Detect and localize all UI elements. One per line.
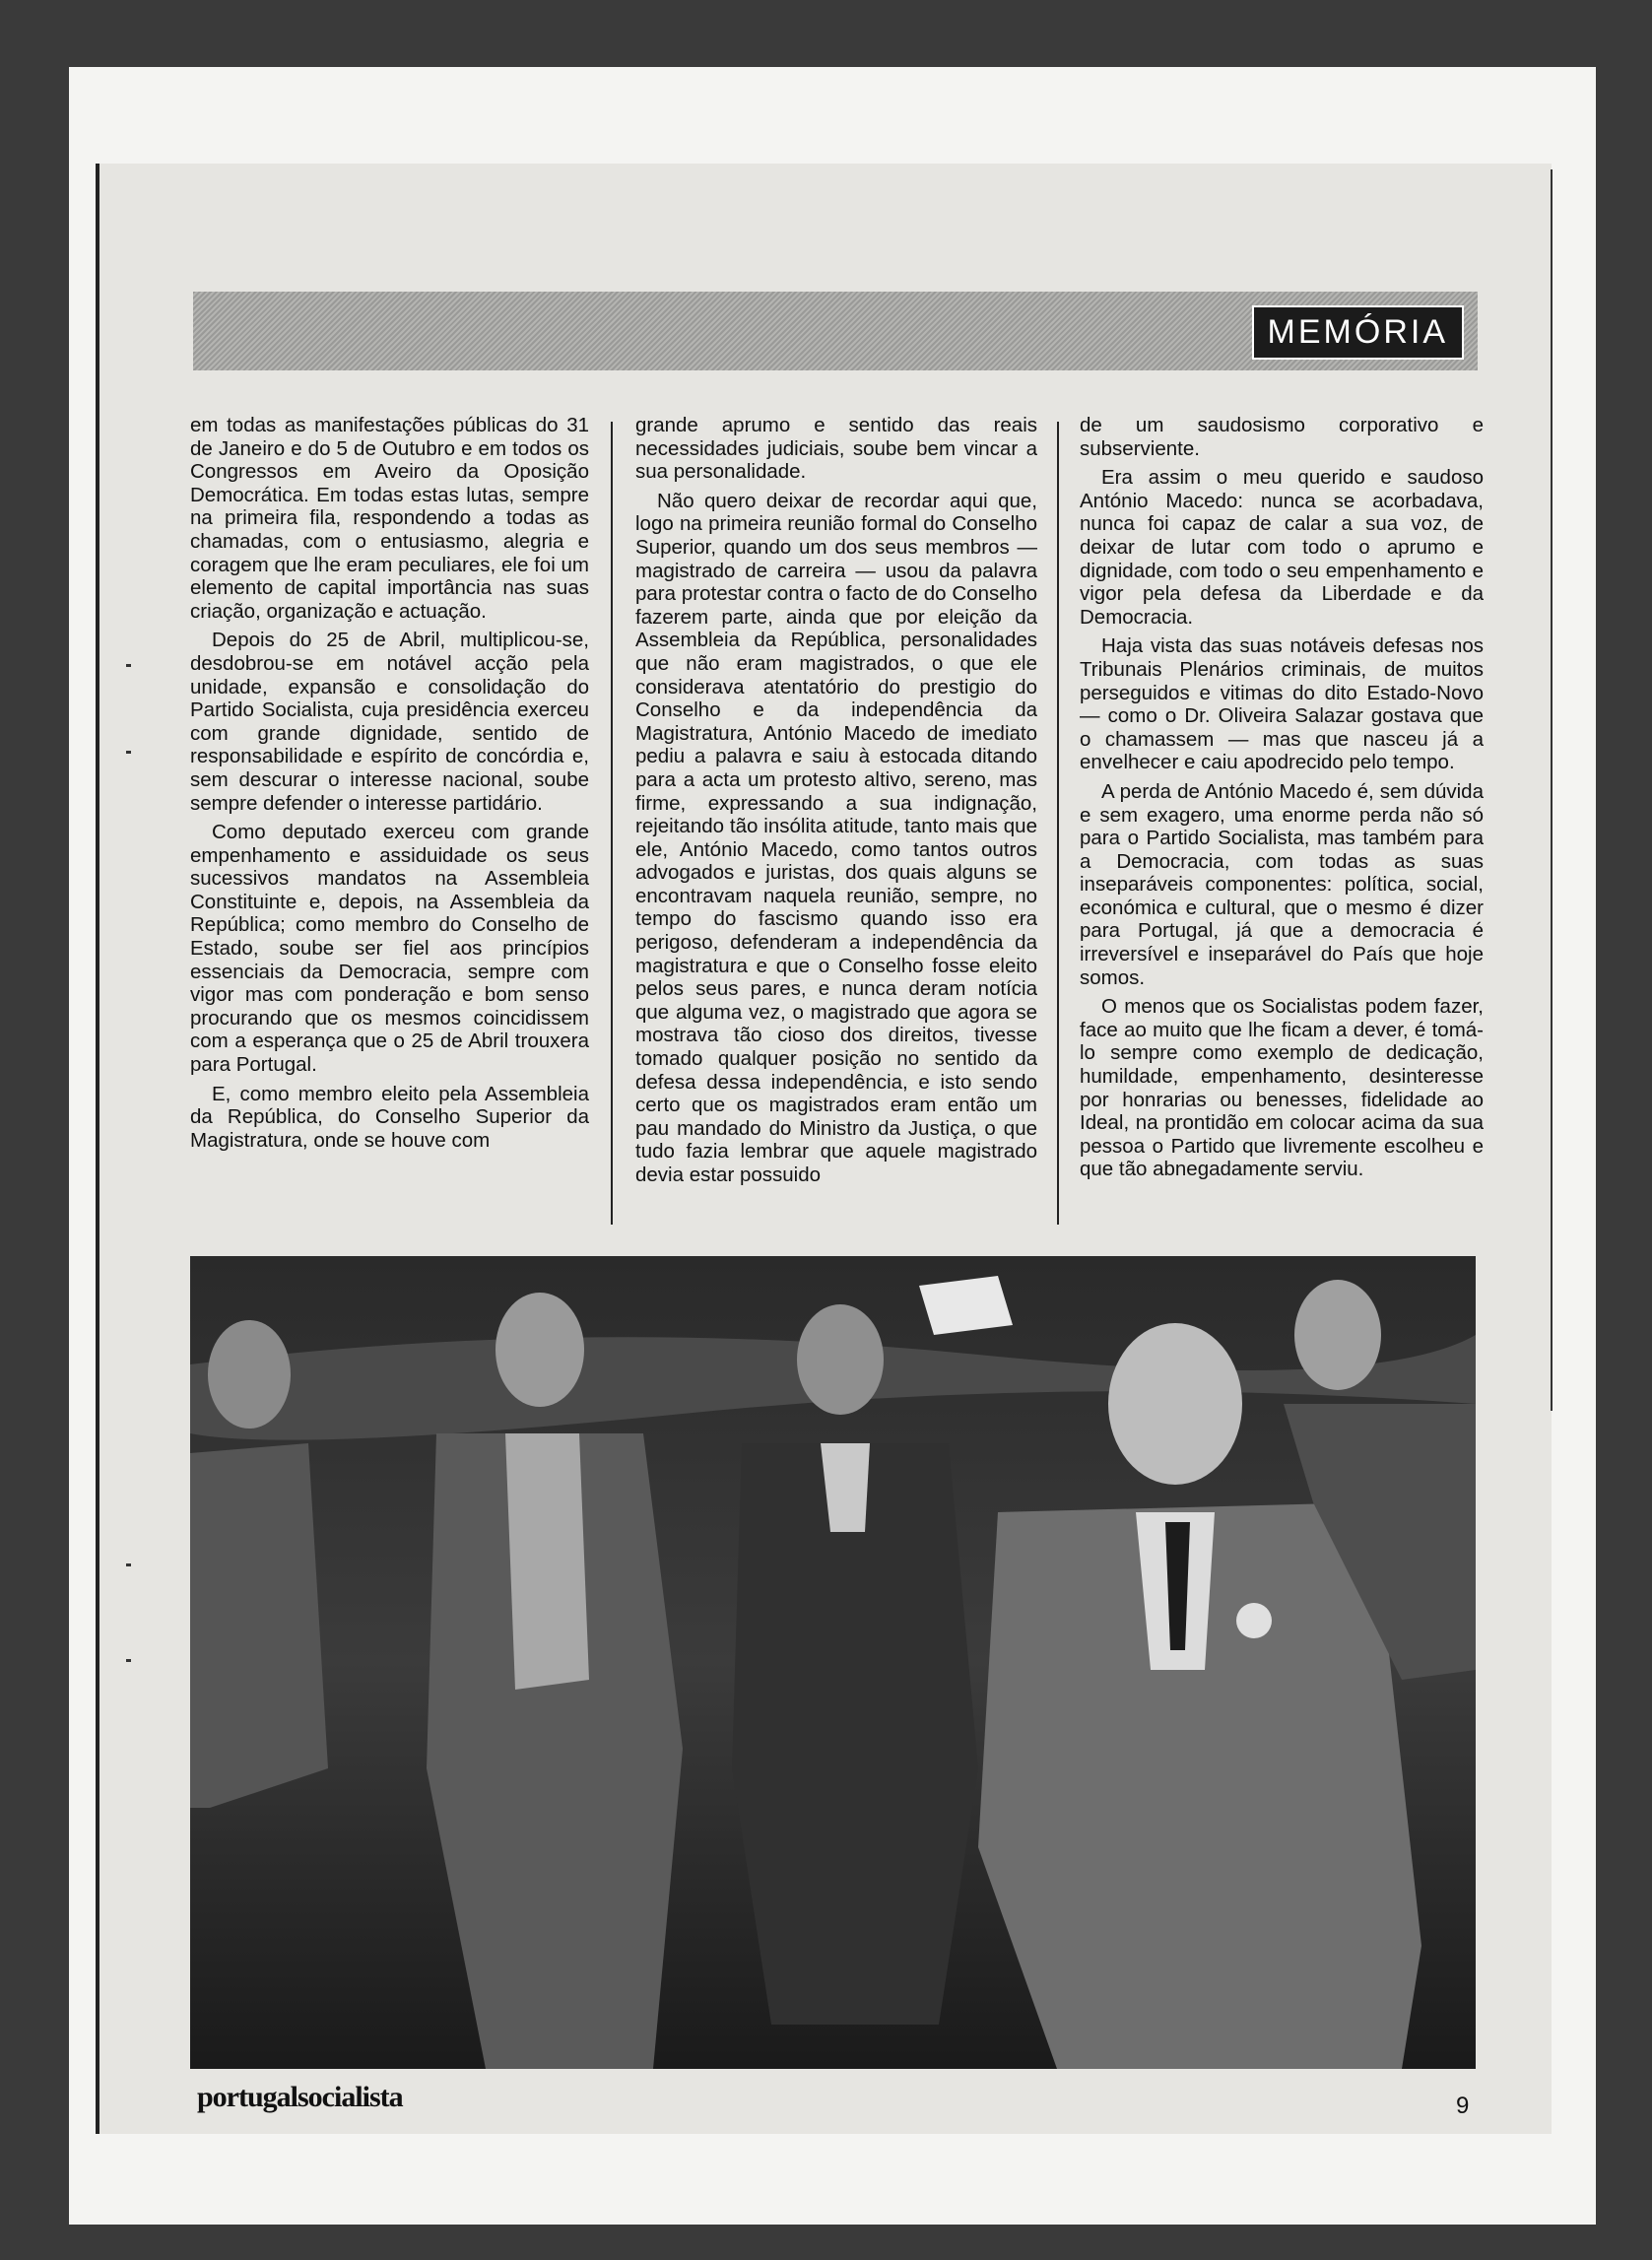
- paragraph: grande aprumo e sentido das reais necessidades judiciais, soube bem vincar a sua personalidade.: [635, 414, 1037, 484]
- paragraph: O menos que os Socialistas podem fazer, face ao muito que lhe ficam a dever, é tomá-lo sempre como exemplo de dedicação, humildade, empenhamento, desinteresse por honrarias ou benesses, fidelidade ao Ideal, na prontidão em colocar acima da sua pessoa o Partido que livremente escolheu e que tão abnegadamente serviu.: [1080, 995, 1484, 1181]
- paragraph: Depois do 25 de Abril, multiplicou-se, desdobrou-se em notável acção pela unidade, expansão e consolidação do Partido Socialista, cuja presidência exerceu com grande dignidade, sentido de responsabilidade e espírito de concórdia e, sem descurar o interesse nacional, soube sempre defender o interesse partidário.: [190, 629, 589, 815]
- paragraph: A perda de António Macedo é, sem dúvida e sem exagero, uma enorme perda não só para o Partido Socialista, mas também para a Democracia, com todas as suas inseparáveis componentes: política, social, económica e cultural, que o mesmo é dizer para Portugal, já que a democracia é irreversível e inseparável do País que hoje somos.: [1080, 779, 1484, 989]
- paragraph: E, como membro eleito pela Assembleia da República, do Conselho Superior da Magistratura, onde se houve com: [190, 1082, 589, 1152]
- text-column-1: [190, 414, 589, 1158]
- margin-mark: [126, 751, 131, 754]
- paragraph: de um saudosismo corporativo e subserviente.: [1080, 414, 1484, 460]
- group-photograph: [190, 1256, 1476, 2069]
- page-right-edge: [1551, 169, 1553, 1411]
- paragraph: em todas as manifestações públicas do 31 de Janeiro e do 5 de Outubro e em todos os Congressos em Aveiro da Oposição Democrática. Em todas estas lutas, sempre na primeira fila, respondendo a todas as chamadas, com o entusiasmo, alegria e coragem que lhe eram peculiares, ele foi um elemento de capital importância nas suas criação, organização e actuação.: [190, 414, 589, 623]
- page-binding-edge: [96, 164, 99, 2134]
- margin-mark: [126, 1563, 131, 1566]
- column-rule: [1057, 422, 1059, 1225]
- page-number: 9: [1456, 2093, 1470, 2119]
- paragraph: Haja vista das suas notáveis defesas nos Tribunais Plenários criminais, de muitos perseguidos e vitimas do dito Estado-Novo — como o Dr. Oliveira Salazar gostava que o chamassem — mas que nasceu já a envelhecer e caiu apodrecido pelo tempo.: [1080, 634, 1484, 774]
- publication-logo: portugalsocialista: [197, 2081, 403, 2113]
- paragraph: Não quero deixar de recordar aqui que, logo na primeira reunião formal do Conselho Superior, quando um dos seus membros — magistrado de carreira — usou da palavra para protestar contra o facto de do Conselho fazerem parte, ainda que por eleição da Assembleia da República, personalidades que não eram magistrados, o que ele considerava atentatório do prestigio do Conselho e da independência da Magistratura, António Macedo de imediato pediu a palavra e saiu à estocada ditando para a acta um protesto altivo, sereno, mas firme, expressando a sua indignação, rejeitando tão insólita atitude, tanto mais que ele, António Macedo, como tantos outros advogados e juristas, dos quais alguns se encontravam naquela reunião, sempre, no tempo do fascismo quando isso era perigoso, defenderam a independência da magistratura e que o Conselho fosse eleito pelos seus pares, e nunca deram notícia que alguma vez, o magistrado que agora se mostrava tão cioso dos direitos, tivesse tomado qualquer posição no sentido da defesa dessa independência, e isto sendo certo que os magistrados eram então um pau mandado do Ministro da Justiça, o que tudo fazia lembrar que aquele magistrado devia estar possuido: [635, 489, 1037, 1186]
- text-column-3: [1080, 414, 1484, 1187]
- paragraph: Como deputado exerceu com grande empenhamento e assiduidade os seus sucessivos mandatos na Assembleia Constituinte e, depois, na Assembleia da República; como membro do Conselho de Estado, soube ser fiel aos princípios essenciais da Democracia, sempre com vigor mas com ponderação e bom senso procurando que os mesmos coincidissem com a esperança que o 25 de Abril trouxera para Portugal.: [190, 821, 589, 1077]
- section-banner: [193, 292, 1478, 370]
- margin-mark: [126, 664, 131, 667]
- photo-illustration: [190, 1256, 1476, 2069]
- section-label: MEMÓRIA: [1252, 305, 1464, 360]
- column-rule: [611, 422, 613, 1225]
- margin-mark: [126, 1659, 131, 1662]
- paragraph: Era assim o meu querido e saudoso António Macedo: nunca se acorbadava, nunca foi capaz de calar a sua voz, de deixar de lutar com todo o aprumo e dignidade, com todo o seu empenhamento e vigor pela defesa da Liberdade e da Democracia.: [1080, 466, 1484, 629]
- text-column-2: [635, 414, 1037, 1193]
